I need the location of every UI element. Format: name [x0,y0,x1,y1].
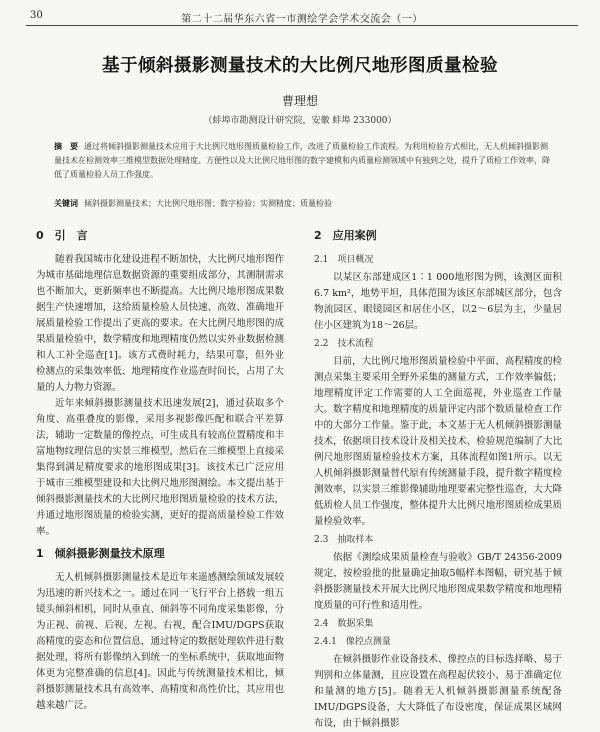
subsection-heading: 2.3 抽取样本 [314,535,374,545]
keywords [54,197,550,211]
running-header [26,10,578,26]
affiliation: （蚌埠市勘测设计研究院，安徽 蚌埠 233000） [203,116,397,126]
section-heading: 2 应用案例 [314,229,377,242]
right-column [314,222,562,732]
paragraph: 近年来倾斜摄影测量技术迅速发展[2]，通过获取多个角度、高重叠度的影像，采用多视影像匹配和联合平差算法，辅助一定数量的像控点，可生成具有较高位置精度和丰富地物纹理信息的实景三维模型，然后在三维模型上直接采集得到满足精度要求的地形图成果[3]。该技术已广泛应用于城市三维模型建设和大比例尺地形图测绘。本文提出基于倾斜摄影测量技术的大比例尺地形图质量检验的技术方法，并通过地形图质量的检验实测，更好的提高质量检验工作效率。 [36,398,284,537]
paragraph: 随着我国城市化建设进程不断加快，大比例尺地形图作为城市基础地理信息数据资源的重要组成部分，其测制需求也不断加大，更新频率也不断提高。大比例尺地形图成果数据生产快速增加，这给质量检验人员快速、高效、准确地开展质量检验工作提出了更高的要求。在大比例尺地形图的成果质量检验中，数学精度和地理精度仍然以实外业数据检测和人工补全巡查[1]。该方式费时耗力，结果可靠，但外业检测点的采集效率低、地理精度作业巡查时间长，占用了大量的人力物力资源。 [36,254,284,393]
keywords-text: 倾斜摄影测量技术；大比例尺地形图；数字检验；实测精度；质量检验 [84,199,332,208]
paragraph: 以某区东部建成区1∶1 000地形图为例，该测区面积6.7 km²，地势平坦，具体范围为该区东部城区部分，包含物流园区、眼镜园区和居住小区，以2～6层为主，少量居住小区建筑为18～26层。 [314,272,562,331]
subsubsection-heading: 2.4.1 像控点测量 [314,637,391,647]
header-rule [26,25,578,26]
paragraph: 无人机倾斜摄影测量技术是近年来遥感测绘领域发展较为迅速的新兴技术之一。通过在同一飞行平台上搭载一组五镜头倾斜相机，同时从垂直、倾斜等不同角度采集影像，分为正视、前视、后视、左视、右视，配合IMU/DGPS获取高精度的姿态和位置信息，通过特定的数据处理软件进行数据处理，将所有影像纳入到统一的坐标系统中，获取地面物体更为完整准确的信息[4]。因此与传统测量技术相比，倾斜摄影测量技术具有高效率、高精度和高性价比，其应用也越来越广泛。 [36,572,284,711]
section-heading: 0 引 言 [36,229,88,242]
author: 曹理想 [281,94,318,108]
paragraph: 在倾斜摄影作业设备技术、像控点的目标选择略、易于判别和立体量测，且应设置在高程起伏较小、易于准确定位和量测的地方[5]。随着无人机倾斜摄影测量系统配备IMU/DGPS设备，大大降低了布设密度，保证成果区域网布设，由于倾斜摄影 [314,654,562,729]
keywords-label: 关键词 [54,199,78,208]
abstract [54,140,550,182]
page-number: 30 [30,10,43,21]
subsection-heading: 2.4 数据采集 [314,619,374,629]
abstract-label: 摘 要 [54,142,78,151]
left-column [36,222,284,714]
subsection-heading: 2.1 项目概况 [314,255,374,265]
conference-title: 第二十二届华东六省一市测绘学会学术交流会（一） [181,14,423,25]
paragraph: 目前，大比例尺地形图质量检验中平面、高程精度的检测点采集主要采用全野外采集的测量方式，工作效率偏低；地理精度评定工作需要的人工全面巡视，外业巡查工作量大。数字精度和地理精度的质量评定内部个数质量检查工作中的大部分工作量。鉴于此，本文基于无人机倾斜摄影测量技术，依据项目技术设计及相关技术、检验规范编制了大比例尺地形图质量检验技术方案，具体流程如图1所示。以无人机倾斜摄影测量替代原有传统测量手段，提升数字精度检测效率，以实景三维影像辅助地理要素完整性巡查，大大降低质检人员工作强度，整体提升大比例尺地形图质检成果质量检验效率。 [314,356,562,527]
subsection-heading: 2.2 技术流程 [314,339,374,349]
paper-title: 基于倾斜摄影测量技术的大比例尺地形图质量检验 [102,56,498,76]
abstract-text: 通过将倾斜摄影测量技术应用于大比例尺地形图质量检验工作，改进了质量检验工作流程。为利用检验方式相比，无人机倾斜摄影测量技术在检测效率三维模型数据处理精度、方便性以及大比例尺地形图的数字建模和内质量检测领域中有独到之处，提升了质检工作效率，降低了质量检验人员工作强度。 [54,142,550,179]
section-heading: 1 倾斜摄影测量技术原理 [36,547,165,560]
paragraph: 依据《测绘成果质量检查与验收》GB/T 24356-2009规定，按检验批的批量确定抽取5幅样本图幅，研究基于倾斜摄影测量技术开展大比例尺地形图成果数学精度和地理精度质量的可行性和适用性。 [314,552,562,611]
